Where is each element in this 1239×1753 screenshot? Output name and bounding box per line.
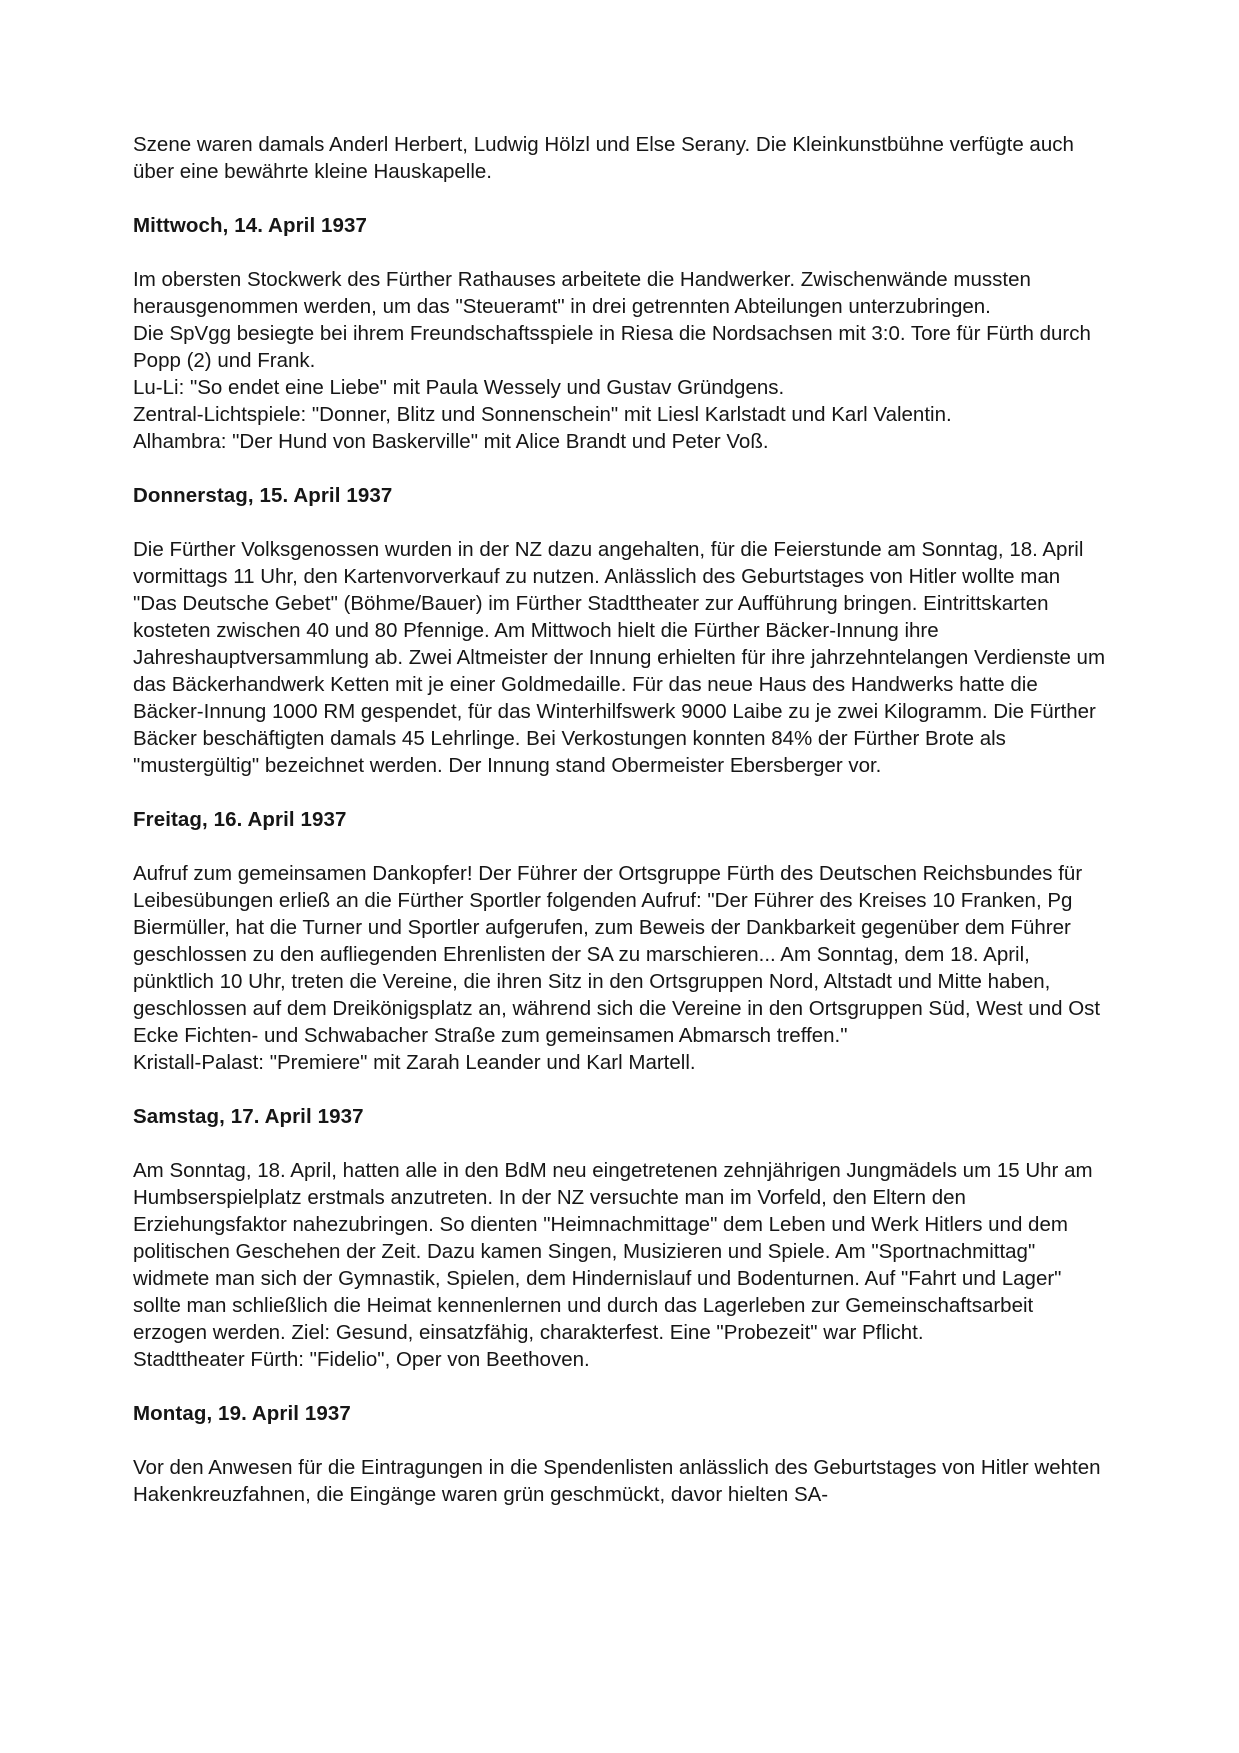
section-heading-samstag-17-april-1937: Samstag, 17. April 1937 — [133, 1105, 364, 1128]
paragraph-text: Zentral-Lichtspiele: "Donner, Blitz und Sonnenschein" mit Liesl Karlstadt und Karl Valentin. — [133, 403, 952, 426]
section-body-mittwoch-14-april-1937 — [133, 266, 1107, 455]
paragraph-text: Lu-Li: "So endet eine Liebe" mit Paula Wessely und Gustav Gründgens. — [133, 376, 785, 399]
section-heading-donnerstag-15-april-1937: Donnerstag, 15. April 1937 — [133, 484, 393, 507]
paragraph-text: Kristall-Palast: "Premiere" mit Zarah Leander und Karl Martell. — [133, 1051, 696, 1074]
section-body-freitag-16-april-1937 — [133, 860, 1107, 1076]
intro-paragraph — [133, 131, 1107, 185]
section-heading-montag-19-april-1937: Montag, 19. April 1937 — [133, 1402, 351, 1425]
paragraph-text: Die Fürther Volksgenossen wurden in der NZ dazu angehalten, für die Feierstunde am Sonntag, 18. April vormittags 11 Uhr, den Kartenvorverkauf zu nutzen. Anlässlich des Geburtstages von Hitler wollte man "Das Deutsche Gebet" (Böhme/Bauer) im Fürther Stadttheater zur Aufführung bringen. Eintrittskarten kosteten zwischen 40 und 80 Pfennige. Am Mittwoch hielt die Fürther Bäcker-Innung ihre Jahreshauptversammlung ab. Zwei Altmeister der Innung erhielten für ihre jahrzehntelangen Verdienste um das Bäckerhandwerk Ketten mit je einer Goldmedaille. Für das neue Haus des Handwerks hatte die Bäcker-Innung 1000 RM gespendet, für das Winterhilfswerk 9000 Laibe zu je zwei Kilogramm. Die Fürther Bäcker beschäftigten damals 45 Lehrlinge. Bei Verkostungen konnten 84% der Fürther Brote als "mustergültig" bezeichnet werden. Der Innung stand Obermeister Ebersberger vor. — [133, 538, 1106, 777]
section-heading-freitag-16-april-1937: Freitag, 16. April 1937 — [133, 808, 347, 831]
section-body-samstag-17-april-1937 — [133, 1157, 1107, 1373]
paragraph-text: Aufruf zum gemeinsamen Dankopfer! Der Führer der Ortsgruppe Fürth des Deutschen Reichsbundes für Leibesübungen erließ an die Fürther Sportler folgenden Aufruf: "Der Führer des Kreises 10 Franken, Pg Biermüller, hat die Turner und Sportler aufgerufen, zum Beweis der Dankbarkeit gegenüber dem Führer geschlossen zu den aufliegenden Ehrenlisten der SA zu marschieren... Am Sonntag, dem 18. April, pünktlich 10 Uhr, treten die Vereine, die ihren Sitz in den Ortsgruppen Nord, Altstadt und Mitte haben, geschlossen auf dem Dreikönigsplatz an, während sich die Vereine in den Ortsgruppen Süd, West und Ost Ecke Fichten- und Schwabacher Straße zum gemeinsamen Abmarsch treffen." — [133, 862, 1101, 1047]
section-body-donnerstag-15-april-1937 — [133, 536, 1107, 779]
paragraph-text: Stadttheater Fürth: "Fidelio", Oper von Beethoven. — [133, 1348, 590, 1371]
section-heading-mittwoch-14-april-1937: Mittwoch, 14. April 1937 — [133, 214, 368, 237]
paragraph-text: Am Sonntag, 18. April, hatten alle in den BdM neu eingetretenen zehnjährigen Jungmädels um 15 Uhr am Humbserspielplatz erstmals anzutreten. In der NZ versuchte man im Vorfeld, den Eltern den Erziehungsfaktor nahezubringen. So dienten "Heimnachmittage" dem Leben und Werk Hitlers und dem politischen Geschehen der Zeit. Dazu kamen Singen, Musizieren und Spiele. Am "Sportnachmittag" widmete man sich der Gymnastik, Spielen, dem Hindernislauf und Bodenturnen. Auf "Fahrt und Lager" sollte man schließlich die Heimat kennenlernen und durch das Lagerleben zur Gemeinschaftsarbeit erzogen werden. Ziel: Gesund, einsatzfähig, charakterfest. Eine "Probezeit" war Pflicht. — [133, 1159, 1093, 1344]
paragraph-text: Die SpVgg besiegte bei ihrem Freundschaftsspiele in Riesa die Nordsachsen mit 3:0. Tore für Fürth durch Popp (2) und Frank. — [133, 322, 1091, 372]
paragraph-text: Szene waren damals Anderl Herbert, Ludwig Hölzl und Else Serany. Die Kleinkunstbühne verfügte auch über eine bewährte kleine Hauskapelle. — [133, 133, 1074, 183]
paragraph-text: Im obersten Stockwerk des Fürther Rathauses arbeitete die Handwerker. Zwischenwände mussten herausgenommen werden, um das "Steueramt" in drei getrennten Abteilungen unterzubringen. — [133, 268, 1031, 318]
paragraph-text: Alhambra: "Der Hund von Baskerville" mit Alice Brandt und Peter Voß. — [133, 430, 769, 453]
section-body-montag-19-april-1937 — [133, 1454, 1107, 1508]
paragraph-text: Vor den Anwesen für die Eintragungen in die Spendenlisten anlässlich des Geburtstages von Hitler wehten Hakenkreuzfahnen, die Eingänge waren grün geschmückt, davor hielten SA- — [133, 1456, 1101, 1506]
